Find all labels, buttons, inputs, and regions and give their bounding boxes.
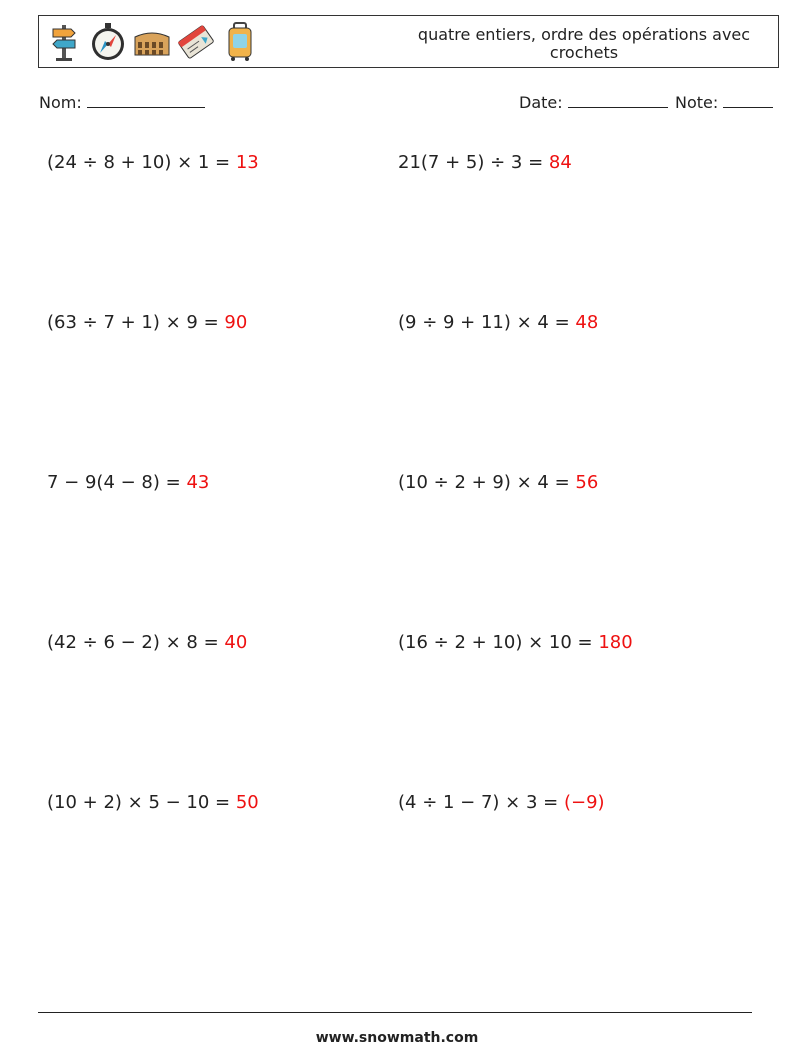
problem-expression: (10 + 2) × 5 − 10 = (47, 792, 236, 813)
problem-expression: (10 ÷ 2 + 9) × 4 = (398, 472, 576, 493)
problem (47, 792, 259, 813)
footer-url[interactable]: www.snowmath.com (315, 1030, 479, 1046)
name-field (39, 93, 205, 112)
problem-expression: (63 ÷ 7 + 1) × 9 = (47, 312, 225, 333)
problem-expression: (24 ÷ 8 + 10) × 1 = (47, 152, 236, 173)
problem (398, 152, 572, 173)
problem-answer: 48 (575, 312, 599, 333)
header-icons (45, 20, 259, 64)
problem (398, 312, 598, 333)
problem-expression: 7 − 9(4 − 8) = (47, 472, 187, 493)
problem-expression: (4 ÷ 1 − 7) × 3 = (398, 792, 564, 813)
worksheet-header (38, 15, 779, 68)
footer-divider (38, 1012, 752, 1013)
date-label: Date: (519, 93, 563, 112)
date-field (519, 93, 668, 112)
problem-answer: 84 (548, 152, 572, 173)
problem-answer: 50 (235, 792, 259, 813)
problem (398, 792, 605, 813)
problem (47, 152, 259, 173)
suitcase-icon (221, 21, 259, 63)
problem (47, 472, 209, 493)
problem-expression: (42 ÷ 6 − 2) × 8 = (47, 632, 225, 653)
grade-blank[interactable] (723, 94, 773, 108)
problem-answer: 13 (235, 152, 259, 173)
problem (47, 632, 247, 653)
worksheet-title: quatre entiers, ordre des opérations avec crochets (417, 25, 751, 62)
problem-expression: 21(7 + 5) ÷ 3 = (398, 152, 549, 173)
signpost-icon (45, 21, 83, 63)
name-blank[interactable] (87, 94, 205, 108)
grade-field (675, 93, 773, 112)
problem (398, 632, 633, 653)
colosseum-icon (133, 21, 171, 63)
problem-answer: 90 (224, 312, 248, 333)
grade-label: Note: (675, 93, 719, 112)
problem-expression: (9 ÷ 9 + 11) × 4 = (398, 312, 576, 333)
problem-answer: 56 (575, 472, 599, 493)
date-blank[interactable] (568, 94, 668, 108)
problem-answer: 180 (598, 632, 633, 653)
compass-icon (89, 21, 127, 63)
problem-expression: (16 ÷ 2 + 10) × 10 = (398, 632, 599, 653)
problem-answer: (−9) (563, 792, 605, 813)
problem-answer: 40 (224, 632, 248, 653)
name-label: Nom: (39, 93, 82, 112)
problem (47, 312, 247, 333)
problem-answer: 43 (186, 472, 210, 493)
problem (398, 472, 598, 493)
plane-ticket-icon (177, 21, 215, 63)
